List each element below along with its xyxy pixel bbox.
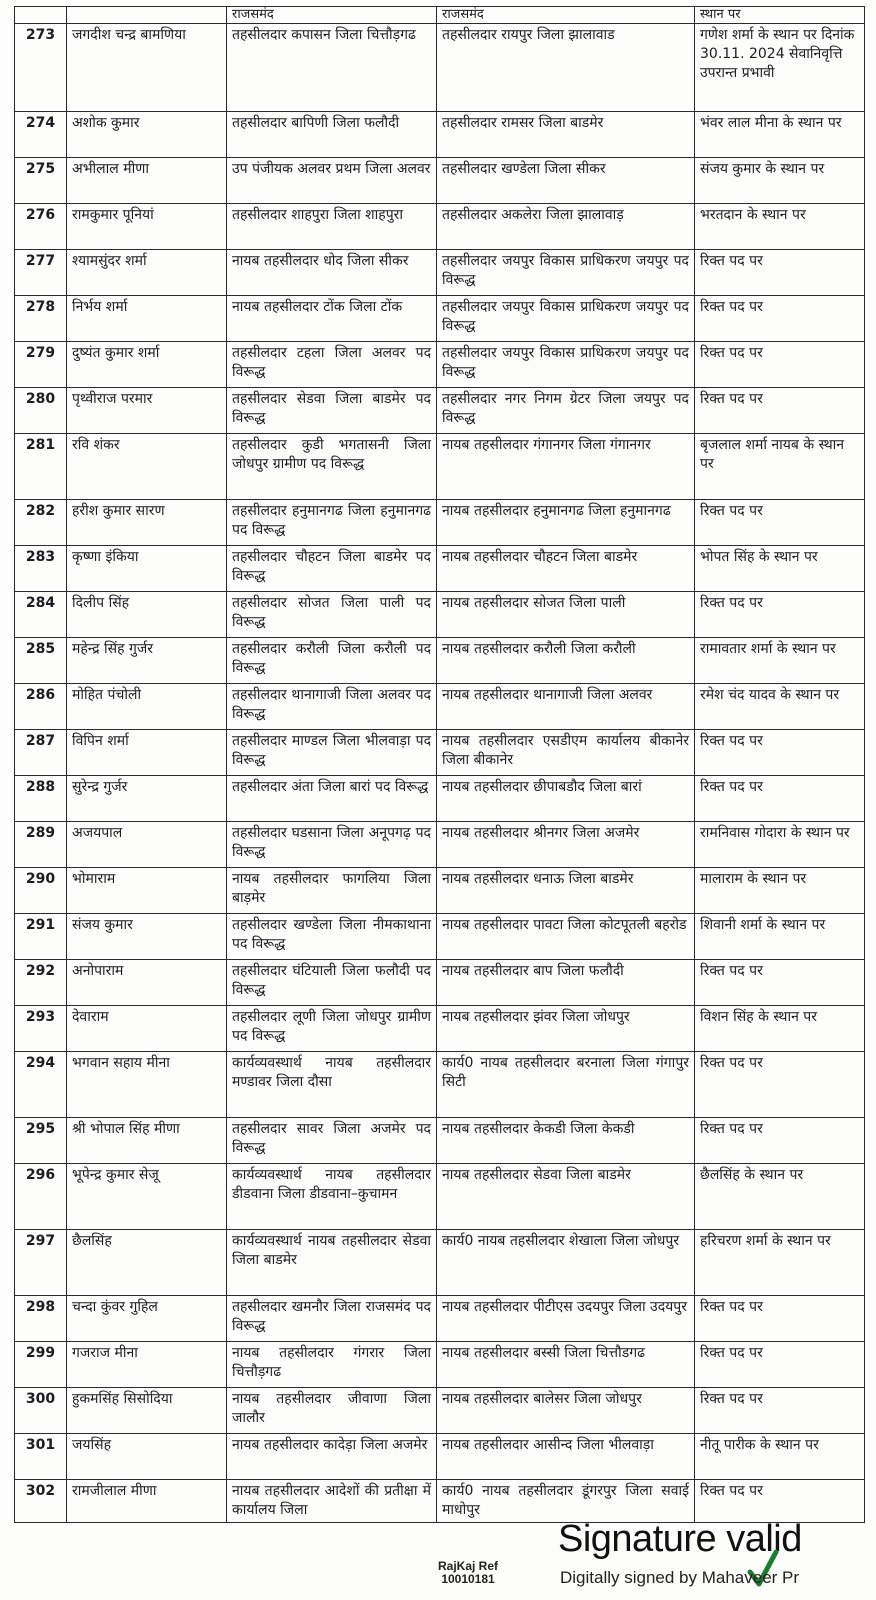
serial-number: 291 [15,914,67,960]
posting-remarks: नीतू पारीक के स्थान पर [695,1434,865,1480]
new-posting: नायब तहसीलदार बस्सी जिला चित्तौडगढ [437,1342,695,1388]
serial-number: 295 [15,1118,67,1164]
posting-remarks: रिक्त पद पर [695,1388,865,1434]
officer-name: अजयपाल [67,822,227,868]
current-posting: नायब तहसीलदार गंगरार जिला चित्तौड़गढ [227,1342,437,1388]
table-row [15,1434,865,1480]
new-posting: कार्य0 नायब तहसीलदार बरनाला जिला गंगापुर सिटी [437,1052,695,1118]
current-posting: तहसीलदार सेडवा जिला बाडमेर पद विरूद्ध [227,388,437,434]
table-row [15,204,865,250]
serial-number: 285 [15,638,67,684]
officer-name: छैलसिंह [67,1230,227,1296]
table-row [15,250,865,296]
table-row [15,296,865,342]
current-posting: तहसीलदार हनुमानगढ जिला हनुमानगढ पद विरूद्ध [227,500,437,546]
posting-remarks: रिक्त पद पर [695,960,865,1006]
new-posting: नायब तहसीलदार आसीन्द जिला भीलवाड़ा [437,1434,695,1480]
table-row [15,1388,865,1434]
table-row [15,684,865,730]
new-posting: नायब तहसीलदार हनुमानगढ जिला हनुमानगढ [437,500,695,546]
new-posting: नायब तहसीलदार छीपाबडौद जिला बारां [437,776,695,822]
officer-name: हुकमसिंह सिसोदिया [67,1388,227,1434]
digital-signature-block [0,1508,876,1600]
officer-name: संजय कुमार [67,914,227,960]
table-row [15,1296,865,1342]
current-posting: कार्यव्यवस्थार्थ नायब तहसीलदार मण्डावर जिला दौसा [227,1052,437,1118]
table-row [15,960,865,1006]
posting-remarks: रामनिवास गोदारा के स्थान पर [695,822,865,868]
table-row [15,868,865,914]
serial-number: 293 [15,1006,67,1052]
officer-name: भोमाराम [67,868,227,914]
officer-name: गजराज मीना [67,1342,227,1388]
table-row [15,24,865,112]
table-row [15,1230,865,1296]
posting-remarks: संजय कुमार के स्थान पर [695,158,865,204]
serial-number: 273 [15,24,67,112]
serial-number: 284 [15,592,67,638]
posting-remarks: हरिचरण शर्मा के स्थान पर [695,1230,865,1296]
current-posting: तहसीलदार माण्डल जिला भीलवाड़ा पद विरूद्ध [227,730,437,776]
officer-name: रामकुमार पूनियां [67,204,227,250]
posting-remarks: रामावतार शर्मा के स्थान पर [695,638,865,684]
serial-number: 302 [15,1480,67,1523]
table-row [15,158,865,204]
serial-number: 292 [15,960,67,1006]
new-posting: कार्य0 नायब तहसीलदार डूंगरपुर जिला सवाई माधोपुर [437,1480,695,1523]
new-posting: तहसीलदार रायपुर जिला झालावाड [437,24,695,112]
current-posting: तहसीलदार सोजत जिला पाली पद विरूद्ध [227,592,437,638]
transfer-order-table [14,6,865,1523]
current-posting: तहसीलदार खण्डेला जिला नीमकाथाना पद विरूद्ध [227,914,437,960]
posting-remarks: शिवानी शर्मा के स्थान पर [695,914,865,960]
officer-name: भगवान सहाय मीना [67,1052,227,1118]
current-posting: तहसीलदार लूणी जिला जोधपुर ग्रामीण पद विरूद्ध [227,1006,437,1052]
officer-name: देवाराम [67,1006,227,1052]
serial-number: 289 [15,822,67,868]
serial-number: 287 [15,730,67,776]
posting-remarks: गणेश शर्मा के स्थान पर दिनांक 30.11. 2024 सेवानिवृत्ति उपरान्त प्रभावी [695,24,865,112]
posting-remarks: रिक्त पद पर [695,500,865,546]
new-posting: नायब तहसीलदार झंवर जिला जोधपुर [437,1006,695,1052]
header-blank-sn [15,7,67,24]
serial-number: 290 [15,868,67,914]
current-posting: नायब तहसीलदार धोद जिला सीकर [227,250,437,296]
posting-remarks: भंवर लाल मीना के स्थान पर [695,112,865,158]
current-posting: कार्यव्यवस्थार्थ नायब तहसीलदार सेडवा जिला बाडमेर [227,1230,437,1296]
new-posting: नायब तहसीलदार पावटा जिला कोटपूतली बहरोड [437,914,695,960]
current-posting: तहसीलदार करौली जिला करौली पद विरूद्ध [227,638,437,684]
posting-remarks: रिक्त पद पर [695,592,865,638]
posting-remarks: रिक्त पद पर [695,388,865,434]
current-posting: कार्यव्यवस्थार्थ नायब तहसीलदार डीडवाना जिला डीडवाना–कुचामन [227,1164,437,1230]
current-posting: तहसीलदार सावर जिला अजमेर पद विरूद्ध [227,1118,437,1164]
officer-name: श्यामसुंदर शर्मा [67,250,227,296]
officer-name: रवि शंकर [67,434,227,500]
serial-number: 277 [15,250,67,296]
serial-number: 300 [15,1388,67,1434]
current-posting: तहसीलदार थानागाजी जिला अलवर पद विरूद्ध [227,684,437,730]
new-posting: तहसीलदार नगर निगम ग्रेटर जिला जयपुर पद विरूद्ध [437,388,695,434]
header-from: राजसमंद [227,7,437,24]
ref-label: RajKaj Ref [438,1559,499,1573]
signed-by-text: Digitally signed by Mahaveer Pr [560,1568,800,1587]
officer-name: पृथ्वीराज परमार [67,388,227,434]
posting-remarks: रिक्त पद पर [695,1480,865,1523]
new-posting: नायब तहसीलदार धनाऊ जिला बाडमेर [437,868,695,914]
posting-remarks: रिक्त पद पर [695,250,865,296]
serial-number: 298 [15,1296,67,1342]
posting-remarks: रिक्त पद पर [695,776,865,822]
table-row [15,1006,865,1052]
current-posting: उप पंजीयक अलवर प्रथम जिला अलवर [227,158,437,204]
new-posting: नायब तहसीलदार बालेसर जिला जोधपुर [437,1388,695,1434]
new-posting: तहसीलदार खण्डेला जिला सीकर [437,158,695,204]
officer-name: महेन्द्र सिंह गुर्जर [67,638,227,684]
current-posting: नायब तहसीलदार टोंक जिला टोंक [227,296,437,342]
new-posting: तहसीलदार अकलेरा जिला झालावाड़ [437,204,695,250]
serial-number: 294 [15,1052,67,1118]
current-posting: तहसीलदार टहला जिला अलवर पद विरूद्ध [227,342,437,388]
posting-remarks: रिक्त पद पर [695,296,865,342]
posting-remarks: रिक्त पद पर [695,342,865,388]
new-posting: नायब तहसीलदार गंगानगर जिला गंगानगर [437,434,695,500]
table-row [15,434,865,500]
table-row [15,342,865,388]
officer-name: श्री भोपाल सिंह मीणा [67,1118,227,1164]
table-row [15,914,865,960]
new-posting: नायब तहसीलदार चौहटन जिला बाडमेर [437,546,695,592]
serial-number: 278 [15,296,67,342]
header-remarks: स्थान पर [695,7,865,24]
new-posting: नायब तहसीलदार पीटीएस उदयपुर जिला उदयपुर [437,1296,695,1342]
current-posting: नायब तहसीलदार फागलिया जिला बाड़मेर [227,868,437,914]
current-posting: तहसीलदार घंटियाली जिला फलौदी पद विरूद्ध [227,960,437,1006]
serial-number: 275 [15,158,67,204]
officer-name: दुष्यंत कुमार शर्मा [67,342,227,388]
officer-name: अशोक कुमार [67,112,227,158]
table-row [15,1164,865,1230]
new-posting: नायब तहसीलदार सेडवा जिला बाडमेर [437,1164,695,1230]
new-posting: नायब तहसीलदार करौली जिला करौली [437,638,695,684]
new-posting: कार्य0 नायब तहसीलदार शेखाला जिला जोधपुर [437,1230,695,1296]
table-row [15,500,865,546]
new-posting: तहसीलदार जयपुर विकास प्राधिकरण जयपुर पद विरूद्ध [437,296,695,342]
table-header-continuation [15,7,865,24]
posting-remarks: विशन सिंह के स्थान पर [695,1006,865,1052]
new-posting: तहसीलदार रामसर जिला बाडमेर [437,112,695,158]
table-row [15,730,865,776]
new-posting: नायब तहसीलदार केकडी जिला केकडी [437,1118,695,1164]
table-row [15,1342,865,1388]
officer-name: रामजीलाल मीणा [67,1480,227,1523]
serial-number: 286 [15,684,67,730]
serial-number: 301 [15,1434,67,1480]
current-posting: नायब तहसीलदार जीवाणा जिला जालौर [227,1388,437,1434]
officer-name: अनोपाराम [67,960,227,1006]
posting-remarks: रिक्त पद पर [695,1052,865,1118]
serial-number: 274 [15,112,67,158]
posting-remarks: भरतदान के स्थान पर [695,204,865,250]
header-blank-name [67,7,227,24]
current-posting: तहसीलदार कुडी भगतासनी जिला जोधपुर ग्रामीण पद विरूद्ध [227,434,437,500]
serial-number: 282 [15,500,67,546]
serial-number: 276 [15,204,67,250]
current-posting: तहसीलदार खमनौर जिला राजसमंद पद विरूद्ध [227,1296,437,1342]
officer-name: चन्दा कुंवर गुहिल [67,1296,227,1342]
posting-remarks: रिक्त पद पर [695,1342,865,1388]
officer-name: हरीश कुमार सारण [67,500,227,546]
current-posting: नायब तहसीलदार कादेड़ा जिला अजमेर [227,1434,437,1480]
officer-name: निर्भय शर्मा [67,296,227,342]
serial-number: 296 [15,1164,67,1230]
header-to: राजसमंद [437,7,695,24]
posting-remarks: बृजलाल शर्मा नायब के स्थान पर [695,434,865,500]
officer-name: मोहित पंचोली [67,684,227,730]
officer-name: जगदीश चन्द्र बामणिया [67,24,227,112]
new-posting: तहसीलदार जयपुर विकास प्राधिकरण जयपुर पद विरूद्ध [437,342,695,388]
new-posting: नायब तहसीलदार श्रीनगर जिला अजमेर [437,822,695,868]
serial-number: 279 [15,342,67,388]
current-posting: तहसीलदार बापिणी जिला फलौदी [227,112,437,158]
posting-remarks: भोपत सिंह के स्थान पर [695,546,865,592]
officer-name: जयसिंह [67,1434,227,1480]
serial-number: 299 [15,1342,67,1388]
current-posting: तहसीलदार घडसाना जिला अनूपगढ़ पद विरूद्ध [227,822,437,868]
signature-status: Signature valid [558,1518,802,1560]
serial-number: 288 [15,776,67,822]
officer-name: भूपेन्द्र कुमार सेजू [67,1164,227,1230]
table-row [15,388,865,434]
table-row [15,1118,865,1164]
new-posting: नायब तहसीलदार सोजत जिला पाली [437,592,695,638]
current-posting: तहसीलदार कपासन जिला चित्तौड़गढ [227,24,437,112]
new-posting: नायब तहसीलदार एसडीएम कार्यालय बीकानेर जिला बीकानेर [437,730,695,776]
officer-name: सुरेन्द्र गुर्जर [67,776,227,822]
serial-number: 283 [15,546,67,592]
table-row [15,112,865,158]
posting-remarks: रिक्त पद पर [695,730,865,776]
current-posting: नायब तहसीलदार आदेशों की प्रतीक्षा में कार्यालय जिला [227,1480,437,1523]
new-posting: तहसीलदार जयपुर विकास प्राधिकरण जयपुर पद विरूद्ध [437,250,695,296]
serial-number: 297 [15,1230,67,1296]
officer-name: कृष्णा इंकिया [67,546,227,592]
current-posting: तहसीलदार चौहटन जिला बाडमेर पद विरूद्ध [227,546,437,592]
current-posting: तहसीलदार अंता जिला बारां पद विरूद्ध [227,776,437,822]
new-posting: नायब तहसीलदार बाप जिला फलौदी [437,960,695,1006]
table-row [15,1052,865,1118]
posting-remarks: मालाराम के स्थान पर [695,868,865,914]
table-row [15,638,865,684]
current-posting: तहसीलदार शाहपुरा जिला शाहपुरा [227,204,437,250]
posting-remarks: रिक्त पद पर [695,1118,865,1164]
officer-name: विपिन शर्मा [67,730,227,776]
new-posting: नायब तहसीलदार थानागाजी जिला अलवर [437,684,695,730]
posting-remarks: रमेश चंद यादव के स्थान पर [695,684,865,730]
posting-remarks: छैलसिंह के स्थान पर [695,1164,865,1230]
posting-remarks: रिक्त पद पर [695,1296,865,1342]
table-row [15,546,865,592]
serial-number: 280 [15,388,67,434]
table-row [15,822,865,868]
serial-number: 281 [15,434,67,500]
officer-name: अभीलाल मीणा [67,158,227,204]
rajkaj-ref-stamp [438,1560,498,1586]
ref-number: 10010181 [441,1572,495,1586]
officer-name: दिलीप सिंह [67,592,227,638]
table-row [15,592,865,638]
table-row [15,776,865,822]
